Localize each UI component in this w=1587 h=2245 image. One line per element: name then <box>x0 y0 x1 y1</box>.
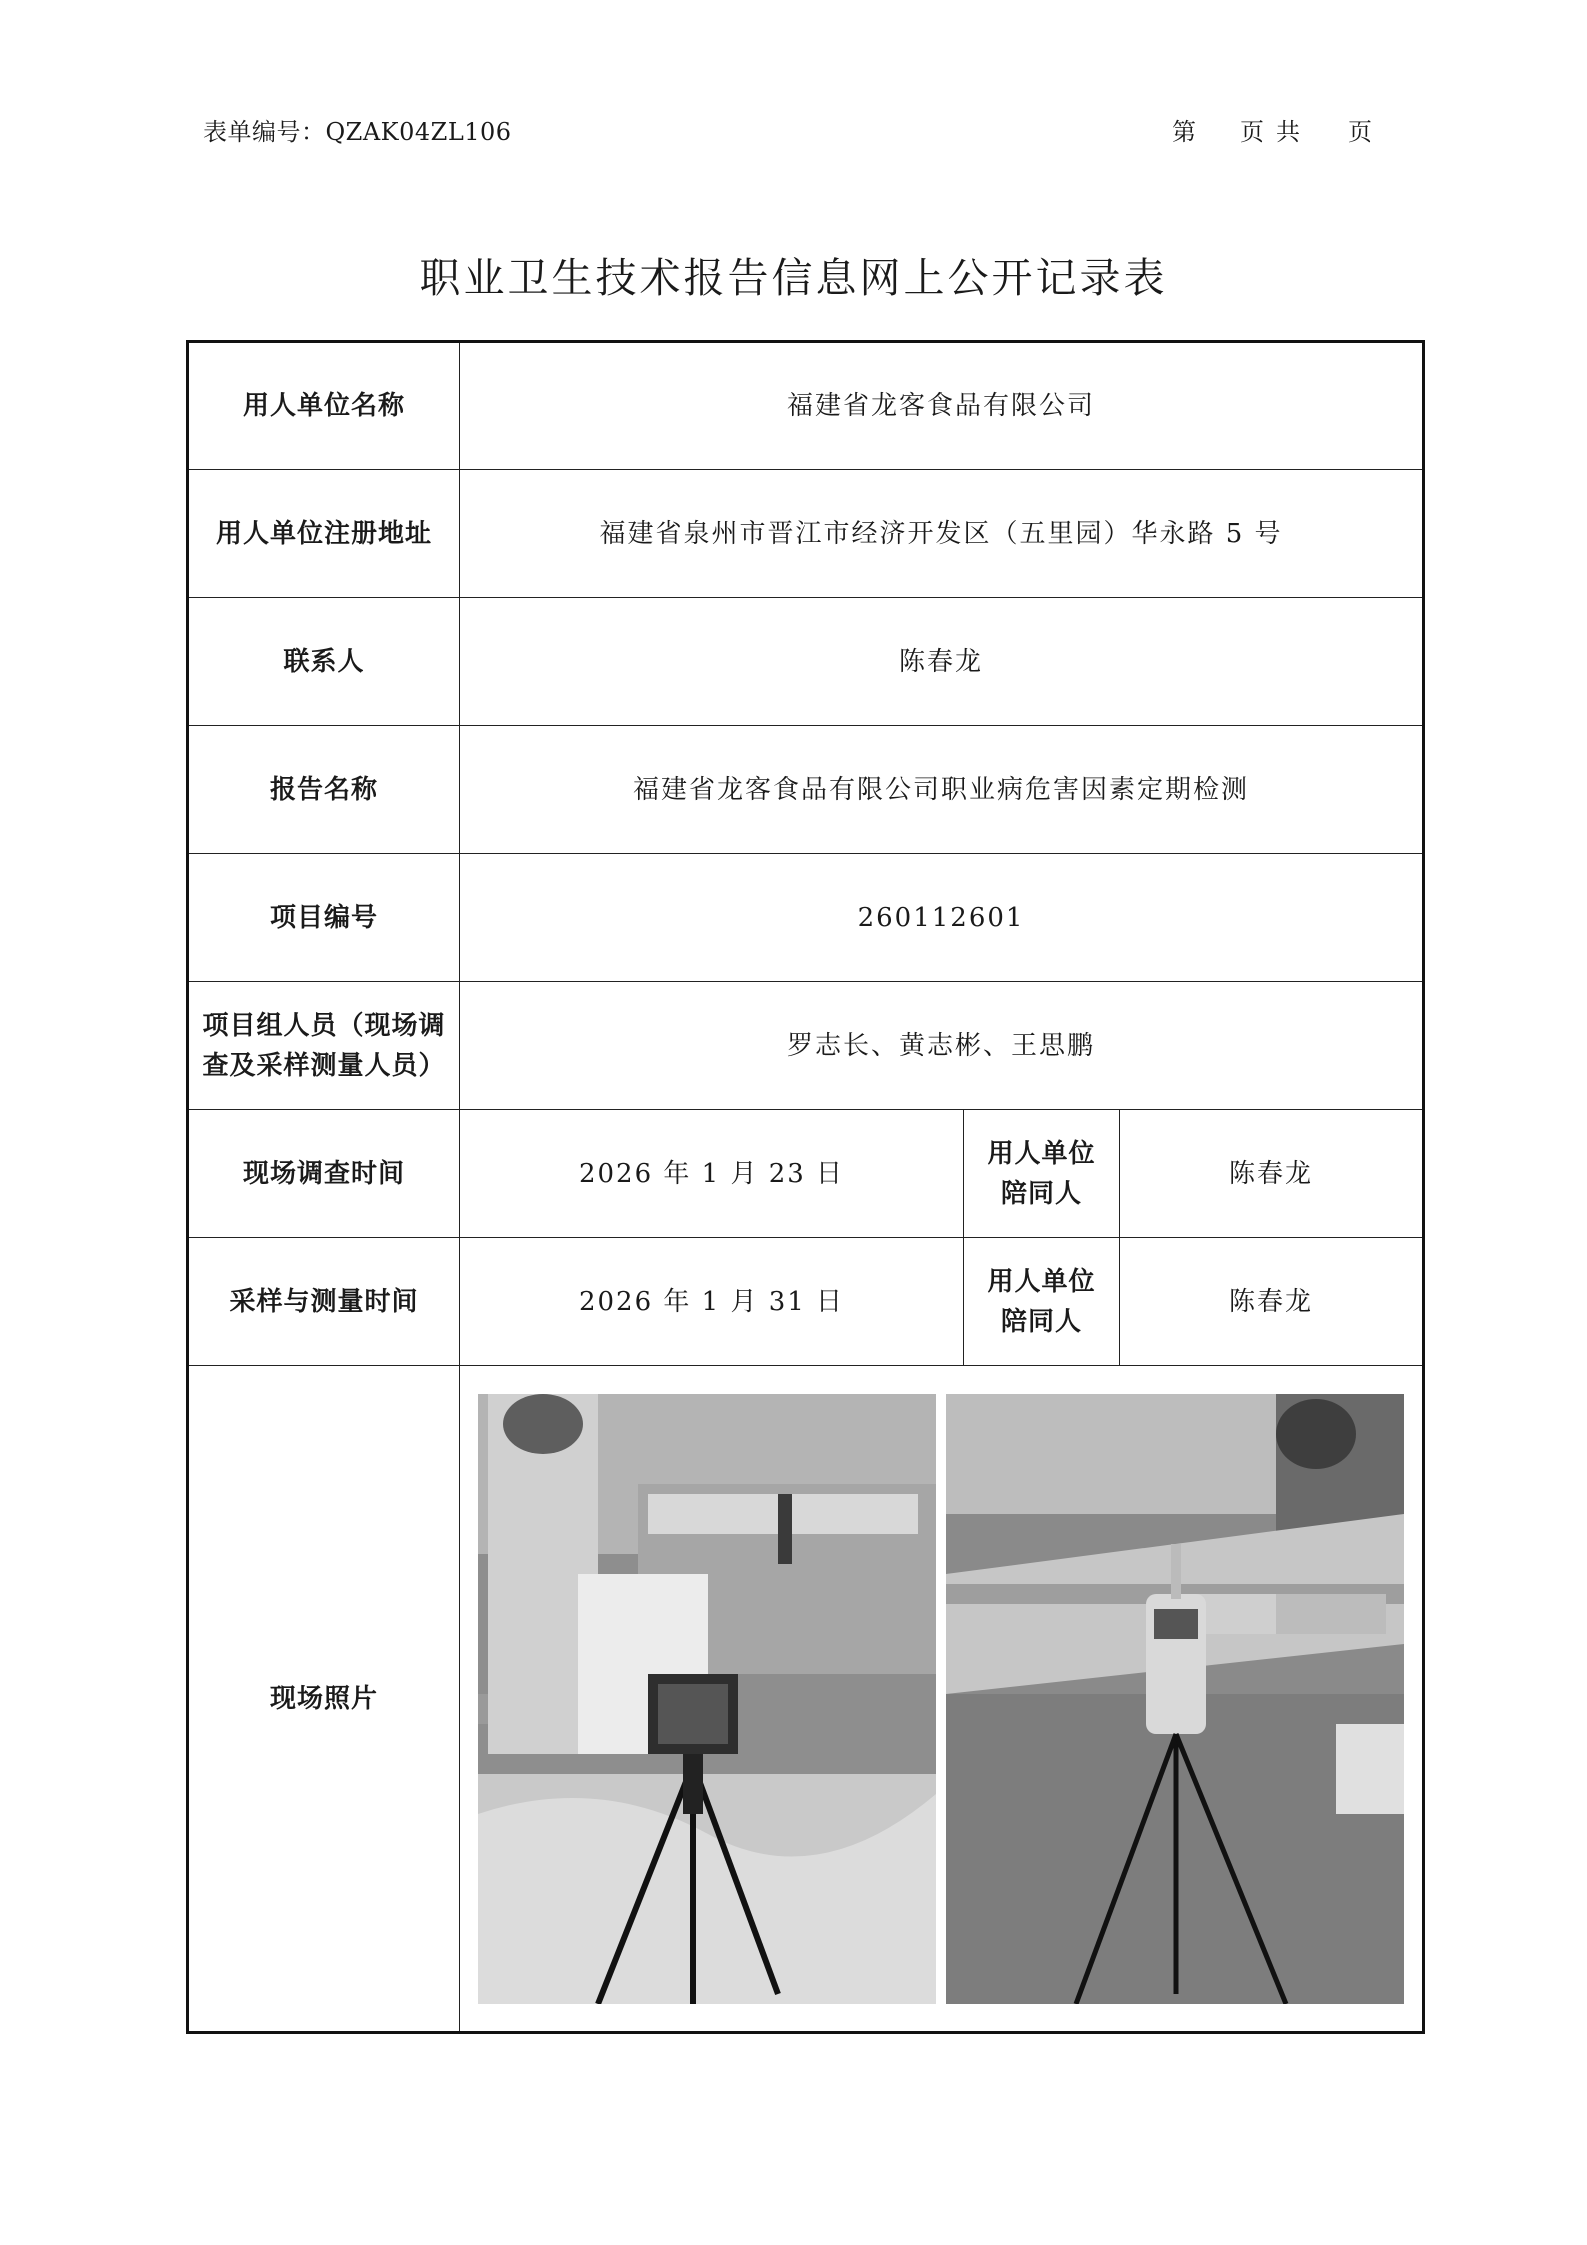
team-label <box>188 982 460 1110</box>
page-word-1: 第 <box>1172 118 1196 146</box>
row-project-no <box>188 854 1424 982</box>
survey-time-label: 现场调查时间 <box>188 1110 460 1238</box>
address-value: 福建省泉州市晋江市经济开发区（五里园）华永路 5 号 <box>460 470 1424 598</box>
survey-accompany-label-line2: 陪同人 <box>1000 1178 1082 1209</box>
sampling-accompany-value: 陈春龙 <box>1120 1238 1424 1366</box>
dust-sampler-photo-image <box>478 1394 936 2004</box>
row-report-name <box>188 726 1424 854</box>
report-name-value: 福建省龙客食品有限公司职业病危害因素定期检测 <box>460 726 1424 854</box>
survey-accompany-label <box>964 1110 1120 1238</box>
row-employer-name <box>188 342 1424 470</box>
photo-gallery <box>466 1394 1416 2004</box>
record-table <box>186 340 1425 2034</box>
survey-accompany-value: 陈春龙 <box>1120 1110 1424 1238</box>
report-name-label: 报告名称 <box>188 726 460 854</box>
sampling-time-label: 采样与测量时间 <box>188 1238 460 1366</box>
sound-meter-photo-image <box>946 1394 1404 2004</box>
employer-name-label: 用人单位名称 <box>188 342 460 470</box>
project-no-label: 项目编号 <box>188 854 460 982</box>
site-photo-dust-sampler <box>478 1394 936 2004</box>
survey-time-value: 2026 年 1 月 23 日 <box>460 1110 964 1238</box>
page-title: 职业卫生技术报告信息网上公开记录表 <box>419 254 1168 302</box>
team-value: 罗志长、黄志彬、王思鹏 <box>460 982 1424 1110</box>
sampling-time-value: 2026 年 1 月 31 日 <box>460 1238 964 1366</box>
row-address <box>188 470 1424 598</box>
employer-name-value: 福建省龙客食品有限公司 <box>460 342 1424 470</box>
sampling-accompany-label-line2: 陪同人 <box>1000 1306 1082 1337</box>
page-word-2: 页共 <box>1240 118 1312 146</box>
survey-accompany-label-line1: 用人单位 <box>987 1138 1096 1169</box>
row-sampling-time <box>188 1238 1424 1366</box>
row-survey-time <box>188 1110 1424 1238</box>
team-label-line2: 查及采样测量人员） <box>202 1050 446 1081</box>
page-word-3: 页 <box>1348 118 1372 146</box>
row-contact <box>188 598 1424 726</box>
photos-label: 现场照片 <box>188 1366 460 2033</box>
page-indicator <box>1172 112 1372 147</box>
team-label-line1: 项目组人员（现场调 <box>202 1010 446 1041</box>
photos-cell <box>460 1366 1424 2033</box>
project-no-value: 260112601 <box>460 854 1424 982</box>
row-photos <box>188 1366 1424 2033</box>
sampling-accompany-label-line1: 用人单位 <box>987 1266 1096 1297</box>
contact-label: 联系人 <box>188 598 460 726</box>
form-number: 表单编号：QZAK04ZL106 <box>203 118 512 146</box>
row-team <box>188 982 1424 1110</box>
site-photo-sound-meter <box>946 1394 1404 2004</box>
contact-value: 陈春龙 <box>460 598 1424 726</box>
sampling-accompany-label <box>964 1238 1120 1366</box>
address-label: 用人单位注册地址 <box>188 470 460 598</box>
